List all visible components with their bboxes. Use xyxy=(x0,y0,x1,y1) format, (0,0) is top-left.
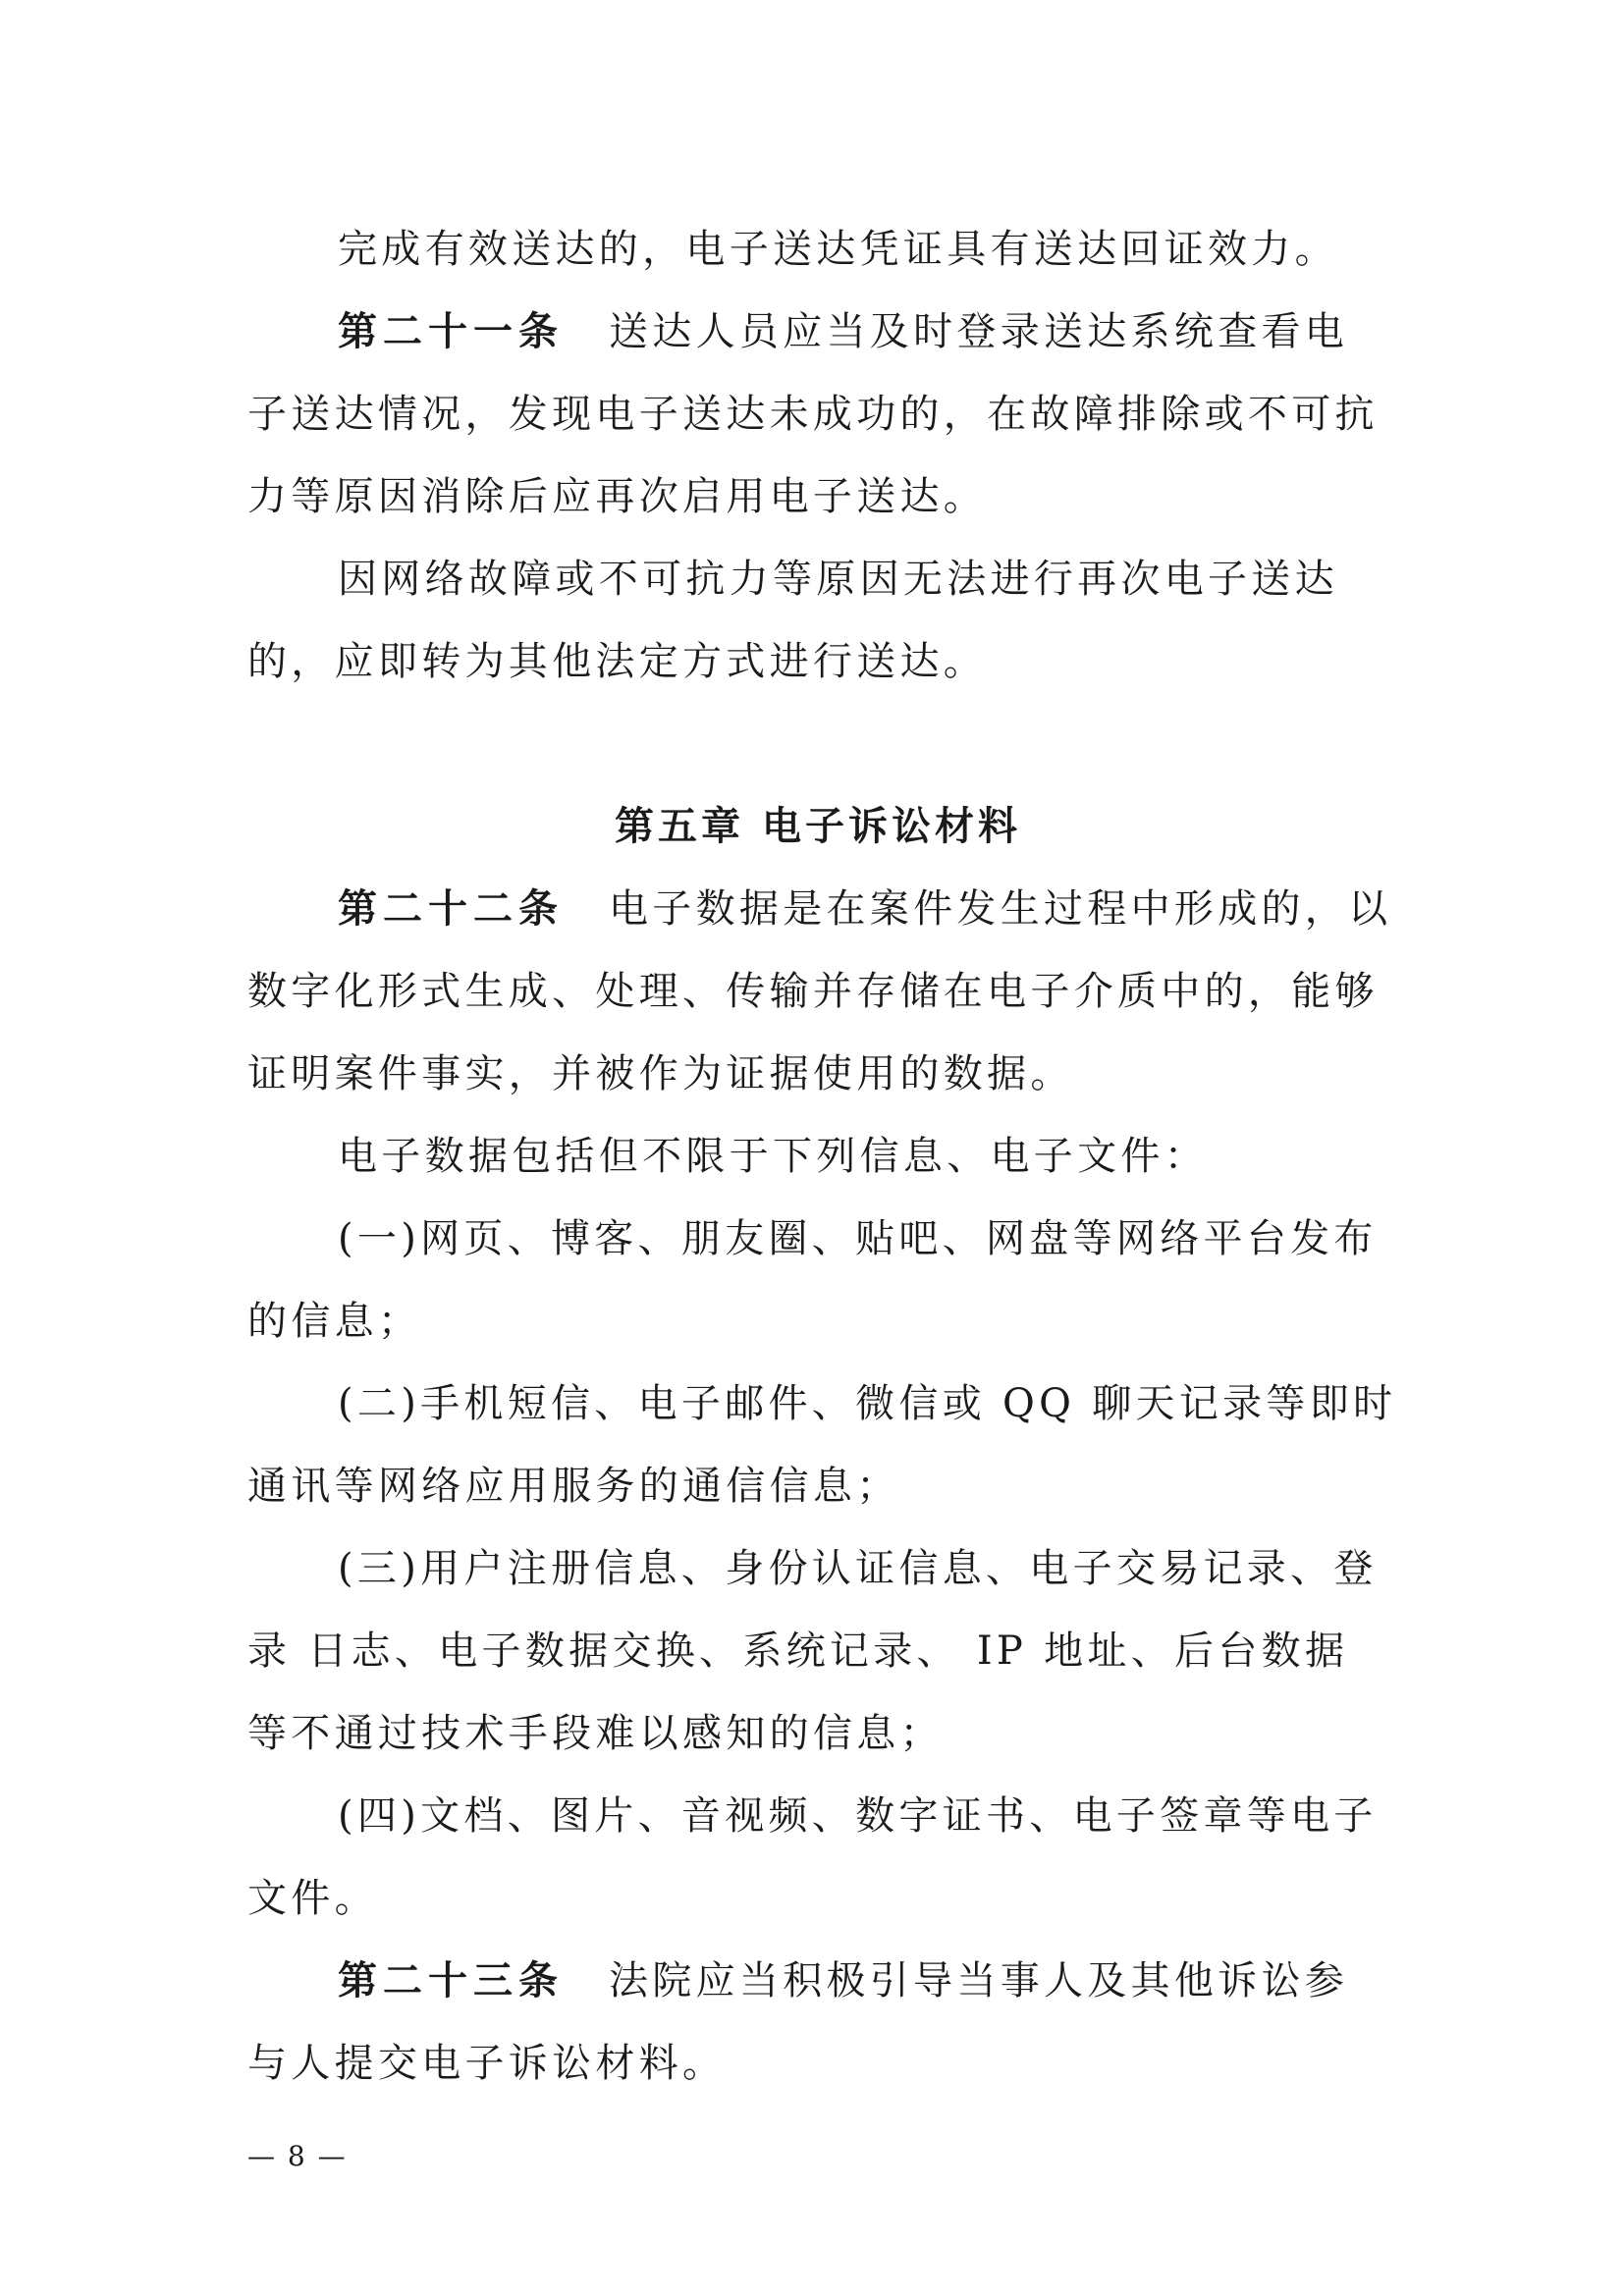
article-text: 法院应当积极引导当事人及其他诉讼参 xyxy=(609,1958,1349,2003)
paragraph-line: 数字化形式生成、处理、传输并存储在电子介质中的，能够 xyxy=(247,969,1379,1014)
paragraph-line: 与人提交电子诉讼材料。 xyxy=(247,2041,727,2086)
list-item-line: (一)网页、博客、朋友圈、贴吧、网盘等网络平台发布 xyxy=(338,1216,1378,1261)
article-23-line-1 xyxy=(247,1940,1388,2022)
paragraph-line: 电子数据包括但不限于下列信息、电子文件： xyxy=(338,1134,1208,1179)
text-block-main xyxy=(247,868,1397,2105)
text-block-top xyxy=(247,208,1388,703)
list-item-line: (三)用户注册信息、身份认证信息、电子交易记录、登 xyxy=(338,1546,1378,1591)
article-text: 送达人员应当及时登录送达系统查看电 xyxy=(609,309,1349,354)
article-text: 电子数据是在案件发生过程中形成的，以 xyxy=(609,886,1392,932)
list-item-line: 录 日志、电子数据交换、系统记录、 IP 地址、后台数据 xyxy=(247,1629,1349,1674)
paragraph-line: 的，应即转为其他法定方式进行送达。 xyxy=(247,639,988,684)
article-number: 第二十三条 xyxy=(338,1958,564,2003)
article-number: 第二十二条 xyxy=(338,886,564,932)
list-item-line: (四)文档、图片、音视频、数字证书、电子签章等电子 xyxy=(338,1793,1378,1839)
article-21-line-1 xyxy=(247,291,1388,373)
list-item-line: 文件。 xyxy=(247,1876,378,1921)
list-item-line: (二)手机短信、电子邮件、微信或 QQ 聊天记录等即时 xyxy=(338,1381,1397,1426)
article-number: 第二十一条 xyxy=(338,309,564,354)
paragraph-line: 证明案件事实，并被作为证据使用的数据。 xyxy=(247,1051,1074,1096)
paragraph-line: 因网络故障或不可抗力等原因无法进行再次电子送达 xyxy=(338,557,1338,602)
paragraph-line: 完成有效送达的，电子送达凭证具有送达回证效力。 xyxy=(338,227,1338,272)
list-item-line: 的信息； xyxy=(247,1299,422,1344)
paragraph-line: 子送达情况，发现电子送达未成功的，在故障排除或不可抗 xyxy=(247,392,1379,437)
chapter-title: 第五章 电子诉讼材料 xyxy=(615,804,1021,849)
article-22-line-1 xyxy=(247,868,1392,950)
list-item-line: 通讯等网络应用服务的通信信息； xyxy=(247,1464,900,1509)
page-number: — 8 — xyxy=(247,2140,348,2172)
list-item-line: 等不通过技术手段难以感知的信息； xyxy=(247,1711,944,1756)
paragraph-line: 力等原因消除后应再次启用电子送达。 xyxy=(247,474,988,519)
